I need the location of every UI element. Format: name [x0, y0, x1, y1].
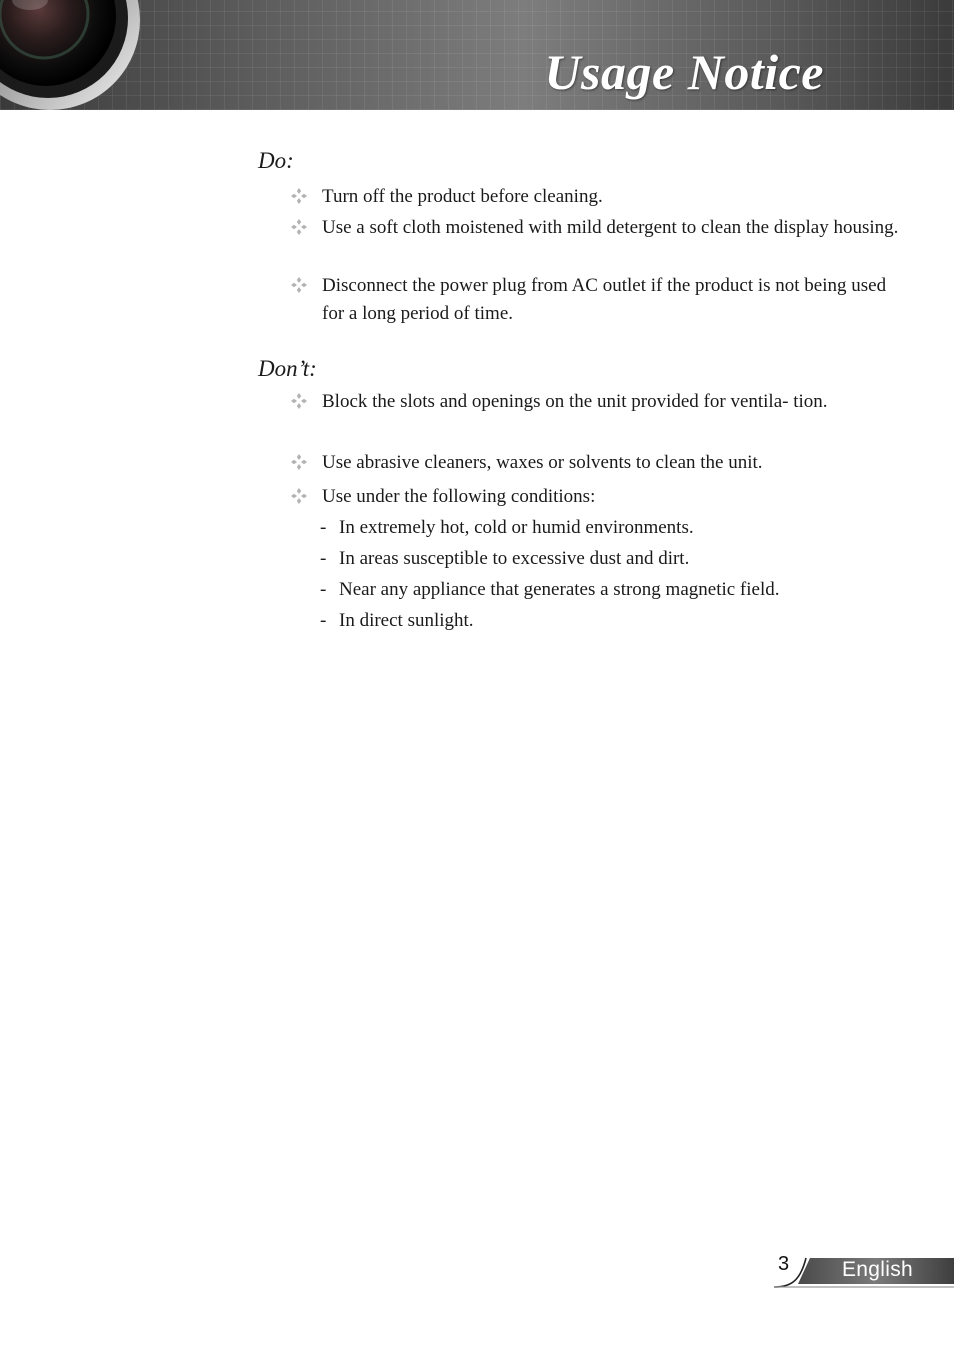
dash-bullet: -	[320, 548, 327, 569]
header-banner	[0, 0, 954, 110]
list-item-text: Use under the following conditions:	[322, 486, 596, 507]
four-diamond-bullet-icon	[290, 487, 308, 505]
camera-lens-icon	[0, 0, 140, 110]
dash-bullet: -	[320, 610, 327, 631]
page-number: 3	[778, 1253, 790, 1275]
condition-text: In direct sunlight.	[339, 610, 474, 631]
condition-text: Near any appliance that generates a strong magnetic field.	[339, 579, 780, 600]
four-diamond-bullet-icon	[290, 453, 308, 471]
four-diamond-bullet-icon	[290, 276, 308, 294]
condition-text: In areas susceptible to excessive dust and dirt.	[339, 548, 690, 569]
page-footer	[770, 1254, 954, 1290]
dash-bullet: -	[320, 579, 327, 600]
dont-heading: Don’t:	[258, 356, 317, 381]
list-item-text: Block the slots and openings on the unit provided for ventila- tion.	[322, 391, 828, 412]
language-label: English	[842, 1258, 913, 1281]
four-diamond-bullet-icon	[290, 392, 308, 410]
list-item-text: Turn off the product before cleaning.	[322, 186, 603, 207]
dash-bullet: -	[320, 517, 327, 538]
condition-text: In extremely hot, cold or humid environments.	[339, 517, 694, 538]
list-item-text: Use a soft cloth moistened with mild detergent to clean the display housing.	[322, 217, 899, 238]
four-diamond-bullet-icon	[290, 218, 308, 236]
page-title: Usage Notice	[544, 44, 824, 100]
list-item-text: Disconnect the power plug from AC outlet if the product is not being used for a long period of time.	[322, 275, 887, 324]
do-heading: Do:	[258, 148, 294, 173]
list-item-text: Use abrasive cleaners, waxes or solvents to clean the unit.	[322, 452, 763, 473]
four-diamond-bullet-icon	[290, 187, 308, 205]
